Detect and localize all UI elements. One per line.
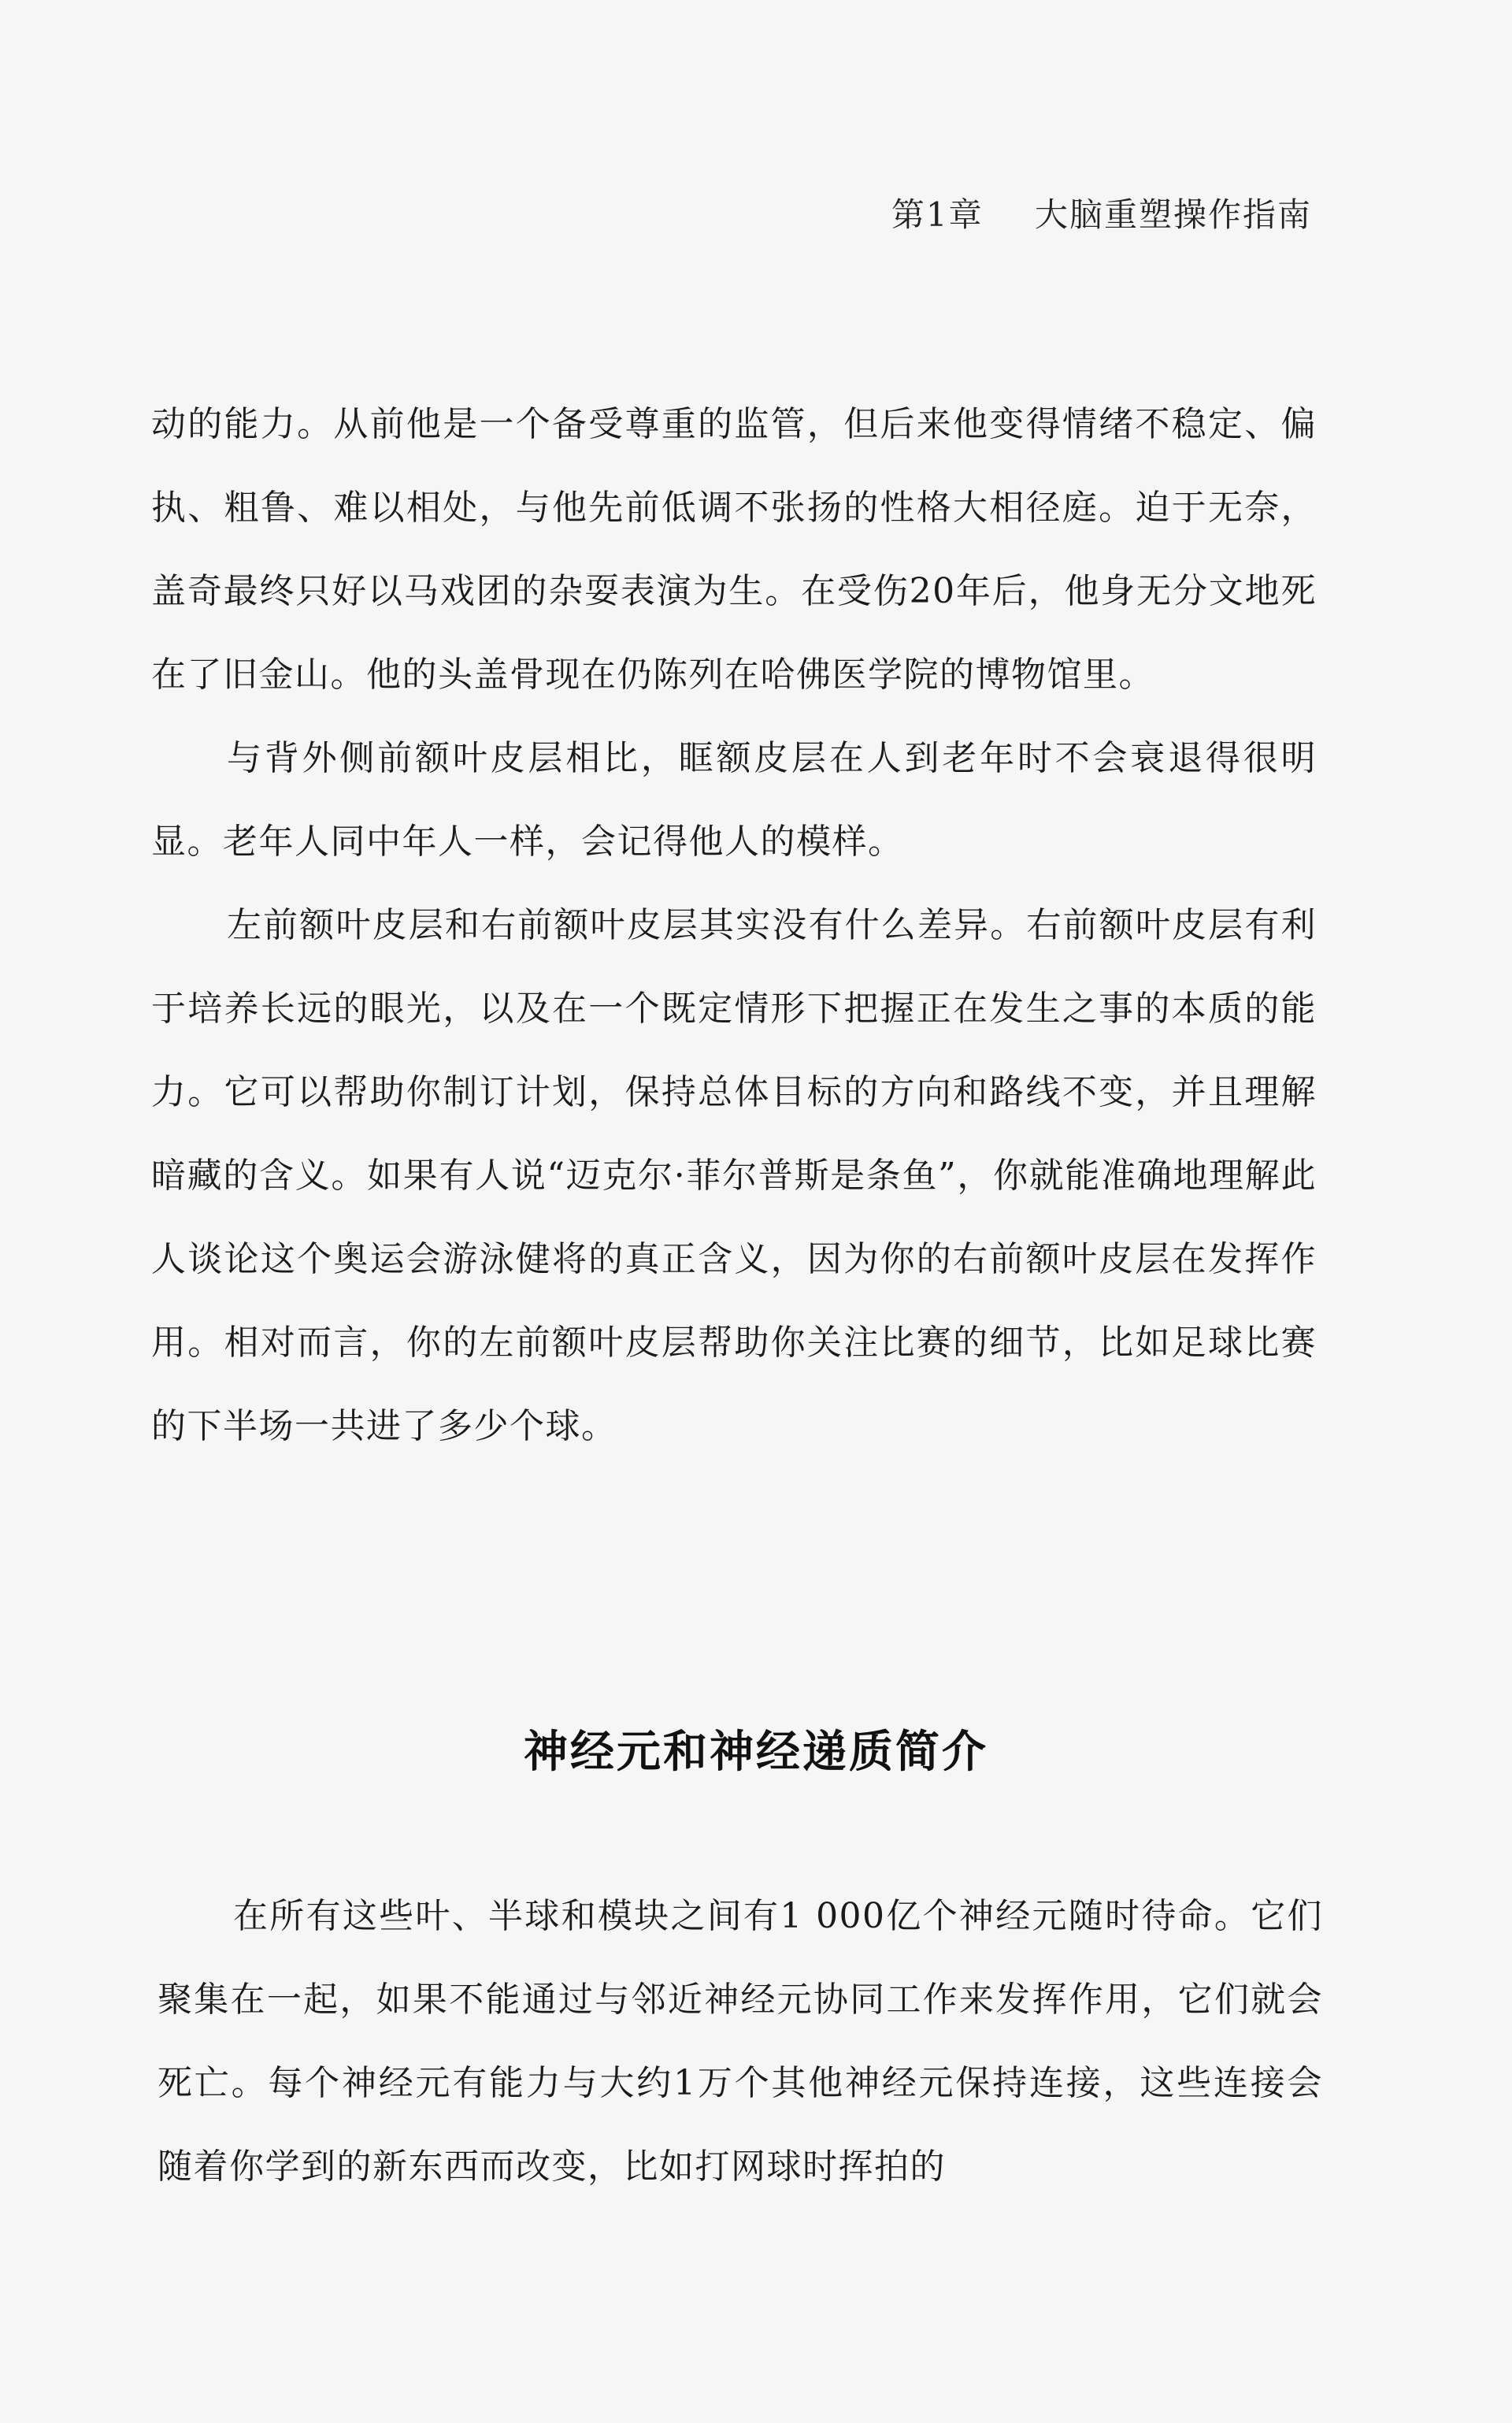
paragraph: 与背外侧前额叶皮层相比，眶额皮层在人到老年时不会衰退得很明显。老年人同中年人一样，会记得他人的模样。 (151, 738, 1317, 862)
section-title: 神经元和神经递质简介 (524, 1726, 988, 1778)
chapter-number: 第1章 (891, 195, 984, 234)
body-text-bottom (158, 1875, 1323, 2209)
chapter-title: 大脑重塑操作指南 (1034, 195, 1312, 234)
paragraph: 左前额叶皮层和右前额叶皮层其实没有什么差异。右前额叶皮层有利于培养长远的眼光，以及在一个既定情形下把握正在发生之事的本质的能力。它可以帮助你制订计划，保持总体目标的方向和路线不变，并且理解暗藏的含义。如果有人说“迈克尔·菲尔普斯是条鱼”，你就能准确地理解此人谈论这个奥运会游泳健将的真正含义，因为你的右前额叶皮层在发挥作用。相对而言，你的左前额叶皮层帮助你关注比赛的细节，比如足球比赛的下半场一共进了多少个球。 (151, 905, 1317, 1446)
running-header (891, 189, 1312, 236)
body-text-top (151, 383, 1317, 1468)
paragraph-continuation: 动的能力。从前他是一个备受尊重的监管，但后来他变得情绪不稳定、偏执、粗鲁、难以相处，与他先前低调不张扬的性格大相径庭。迫于无奈，盖奇最终只好以马戏团的杂耍表演为生。在受伤20年后，他身无分文地死在了旧金山。他的头盖骨现在仍陈列在哈佛医学院的博物馆里。 (151, 404, 1317, 695)
paragraph: 在所有这些叶、半球和模块之间有1 000亿个神经元随时待命。它们聚集在一起，如果不能通过与邻近神经元协同工作来发挥作用，它们就会死亡。每个神经元有能力与大约1万个其他神经元保持连接，这些连接会随着你学到的新东西而改变，比如打网球时挥拍的 (158, 1896, 1323, 2187)
